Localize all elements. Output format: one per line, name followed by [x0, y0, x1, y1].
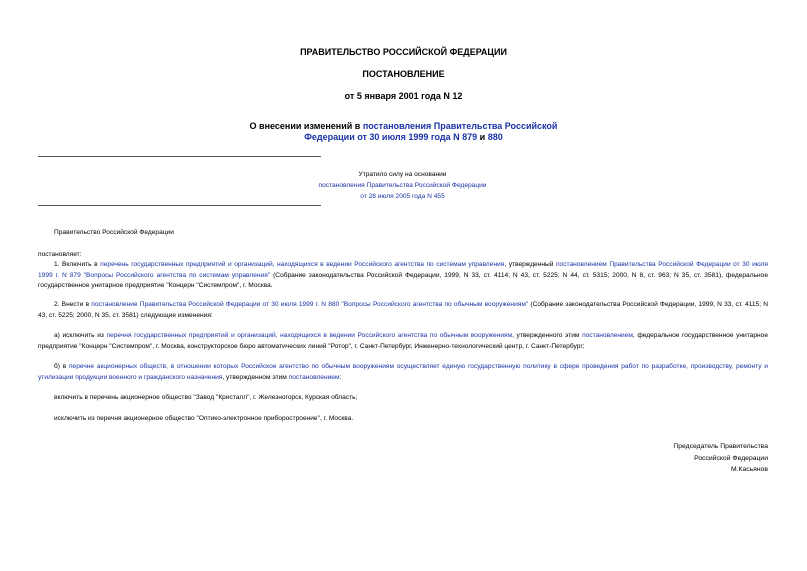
paragraph-b-include: включить в перечень акционерное общество "Завод "Кристалл", г. Железногорск, Курская область;: [54, 394, 358, 401]
pa-link-list[interactable]: перечня государственных предприятий и организаций, находящихся в ведении Российского агентства по обычным вооружениям: [106, 332, 513, 339]
p2-text-b: (Собрание законодательства Российской Федерации, 1999, N 33, ст. 4115; N 43, ст. 5225; 2000, N 35, ст. 3581) следующие изменения:: [38, 301, 768, 319]
pb-link-list[interactable]: перечне акционерных обществ, в отношении которых Российское агентство по обычным вооружениям осуществляет единую государственную политику в сфере проведения работ по разработке, производству, ремонту и утилизации продукции военного и гражданского назначения: [38, 363, 768, 381]
title-and: и: [477, 132, 488, 142]
title-link-resolutions[interactable]: постановления Правительства Российской: [362, 121, 558, 131]
repeal-note-link-date[interactable]: от 28 июля 2005 года N 455: [360, 193, 445, 200]
title-prefix: О внесении изменений в: [249, 121, 363, 131]
signature-block: [673, 441, 768, 476]
divider-top: [38, 156, 321, 157]
paragraph-b: [38, 362, 768, 383]
title-link-880[interactable]: 880: [487, 132, 503, 142]
paragraph-b-exclude: исключить из перечня акционерное общество "Оптико-электронное приборостроение", г. Москва.: [54, 415, 354, 422]
p2-link-resolution-880[interactable]: постановление Правительства Российской Федерации от 30 июля 1999 г. N 880 "Вопросы Российского агентства по обычным вооружениям": [91, 301, 529, 308]
p1-text-c: (Собрание законодательства Российской Федерации, 1999, N 33, ст. 4114; N 43, ст. 5225; N 44, ст. 5315; 2000, N 8, ст. 963; N 35, ст. 3581), федеральное государственное унитарное предприятие "Концерн "Системпром", г. Москва.: [38, 271, 768, 289]
repeal-note: [300, 169, 505, 202]
document-date: от 5 января 2001 года N 12: [344, 91, 463, 101]
repeal-note-text: Утратило силу на основании: [358, 171, 447, 178]
government-name: ПРАВИТЕЛЬСТВО РОССИЙСКОЙ ФЕДЕРАЦИИ: [300, 47, 507, 57]
paragraph-1: [38, 260, 768, 292]
pa-link-resolution[interactable]: постановлением: [582, 332, 633, 339]
p1-text-b: , утвержденный: [504, 261, 556, 268]
pa-text-c: , федеральное государственное унитарное предприятие "Концерн "Системпром", г. Москва, конструкторское бюро автоматических линий "Ротор", г. Санкт-Петербург, Инженерно-технологический центр, г. Санкт-Петербург;: [38, 332, 768, 350]
resolves-text: постановляет:: [38, 251, 82, 258]
signature-country: Российской Федерации: [694, 454, 768, 462]
document-type: ПОСТАНОВЛЕНИЕ: [362, 69, 445, 79]
pa-text-b: , утвержденного этим: [512, 332, 583, 339]
paragraph-a: [38, 331, 768, 352]
divider-bottom: [38, 205, 321, 206]
document-title: [0, 121, 807, 143]
paragraph-2: [38, 300, 768, 321]
repeal-note-link-resolution[interactable]: постановления Правительства Российской Федерации: [318, 182, 487, 189]
pb-link-resolution[interactable]: постановлением: [288, 373, 340, 381]
pb-text-a: б) в: [54, 363, 69, 370]
signature-name: М.Касьянов: [730, 466, 768, 473]
pb-text-b: , утвержденном этим: [222, 373, 289, 381]
p1-link-list[interactable]: перечень государственных предприятий и организаций, находящихся в ведении Российского агентства по системам управления: [100, 261, 505, 268]
pa-text-a: а) исключить из: [54, 332, 107, 339]
title-link-879[interactable]: Федерации от 30 июля 1999 года N 879: [304, 132, 478, 142]
signature-position: Председатель Правительства: [673, 443, 768, 450]
intro-text: Правительство Российской Федерации: [54, 229, 174, 236]
pb-text-c: :: [339, 373, 342, 381]
p1-link-resolution-879[interactable]: постановлением Правительства Российской Федерации от 30 июля 1999 г. N 879 "Вопросы Российского агентства по системам управления": [38, 261, 768, 279]
p2-text-a: 2. Внести в: [54, 301, 92, 308]
p1-text-a: 1. Включить в: [54, 261, 101, 268]
